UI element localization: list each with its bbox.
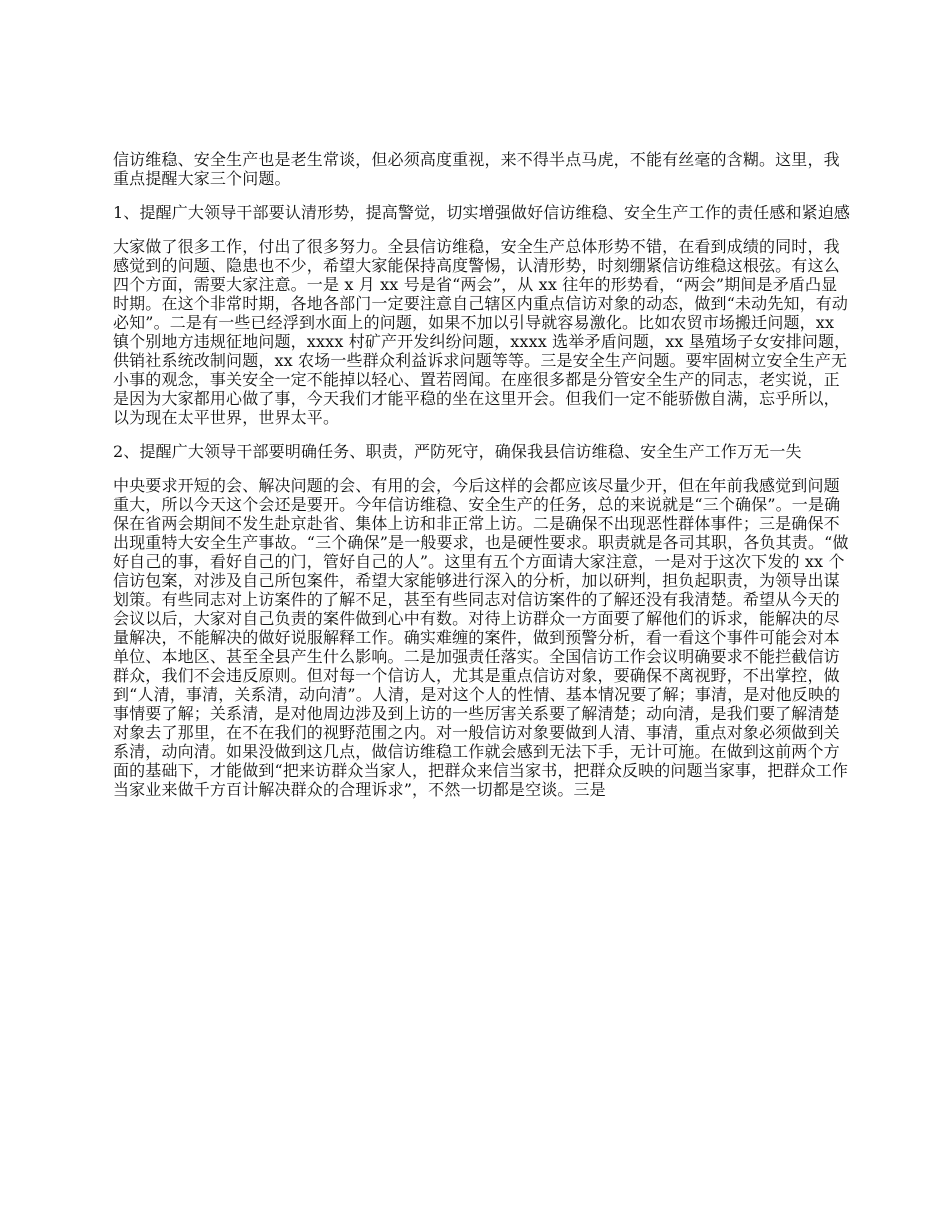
section-1-body-paragraph: 大家做了很多工作，付出了很多努力。全县信访维稳，安全生产总体形势不错，在看到成绩的同时，我感觉到的问题、隐患也不少，希望大家能保持高度警惕，认清形势，时刻绷紧信访维稳这根弦。有这么四个方面，需要大家注意。一是 x 月 xx 号是省“两会”，从 xx 往年的形势看，“两会”期间是矛盾凸显时期。在这个非常时期，各地各部门一定要注意自己辖区内重点信访对象的动态，做到“未动先知，有动必知”。二是有一些已经浮到水面上的问题，如果不加以引导就容易激化。比如农贸市场搬迁问题，xx 镇个别地方违规征地问题，xxxx 村矿产开发纠纷问题，xxxx 选举矛盾问题，xx 垦殖场子女安排问题，供销社系统改制问题，xx 农场一些群众利益诉求问题等等。三是安全生产问题。要牢固树立安全生产无小事的观念，事关安全一定不能掉以轻心、置若罔闻。在座很多都是分管安全生产的同志，老实说，正是因为大家都用心做了事，今天我们才能平稳的坐在这里开会。但我们一定不能骄傲自满，忘乎所以，以为现在太平世界，世界太平。	[113, 237, 851, 427]
document-body	[113, 150, 853, 814]
section-2-body-paragraph: 中央要求开短的会、解决问题的会、有用的会，今后这样的会都应该尽量少开，但在年前我感觉到问题重大，所以今天这个会还是要开。今年信访维稳、安全生产的任务，总的来说就是“三个确保”。一是确保在省两会期间不发生赴京赴省、集体上访和非正常上访。二是确保不出现恶性群体事件；三是确保不出现重特大安全生产事故。“三个确保”是一般要求，也是硬性要求。职责就是各司其职，各负其责。“做好自己的事，看好自己的门，管好自己的人”。这里有五个方面请大家注意，一是对于这次下发的 xx 个信访包案，对涉及自己所包案件，希望大家能够进行深入的分析，加以研判，担负起职责，为领导出谋划策。有些同志对上访案件的了解不足，甚至有些同志对信访案件的了解还没有我清楚。希望从今天的会议以后，大家对自己负责的案件做到心中有数。对待上访群众一方面要了解他们的诉求，能解决的尽量解决，不能解决的做好说服解释工作。确实难缠的案件，做到预警分析，看一看这个事件可能会对本单位、本地区、甚至全县产生什么影响。二是加强责任落实。全国信访工作会议明确要求不能拦截信访群众，我们不会违反原则。但对每一个信访人，尤其是重点信访对象，要确保不离视野，不出掌控，做到“人清，事清，关系清，动向清”。人清，是对这个人的性情、基本情况要了解；事清，是对他反映的事情要了解；关系清，是对他周边涉及到上访的一些厉害关系要了解清楚；动向清，是我们要了解清楚对象去了那里，在不在我们的视野范围之内。对一般信访对象要做到人清、事清，重点对象必须做到关系清，动向清。如果没做到这几点，做信访维稳工作就会感到无法下手，无计可施。在做到这前两个方面的基础下，才能做到“把来访群众当家人，把群众来信当家书，把群众反映的问题当家事，把群众工作当家业来做千方百计解决群众的合理诉求”，不然一切都是空谈。三是	[113, 476, 849, 799]
section-heading-2: 2、提醒广大领导干部要明确任务、职责，严防死守，确保我县信访维稳、安全生产工作万无一失	[113, 442, 802, 461]
intro-paragraph: 信访维稳、安全生产也是老生常谈，但必须高度重视，来不得半点马虎，不能有丝毫的含糊。这里，我重点提醒大家三个问题。	[113, 150, 840, 188]
section-heading-1: 1、提醒广大领导干部要认清形势，提高警觉，切实增强做好信访维稳、安全生产工作的责任感和紧迫感	[113, 203, 851, 222]
